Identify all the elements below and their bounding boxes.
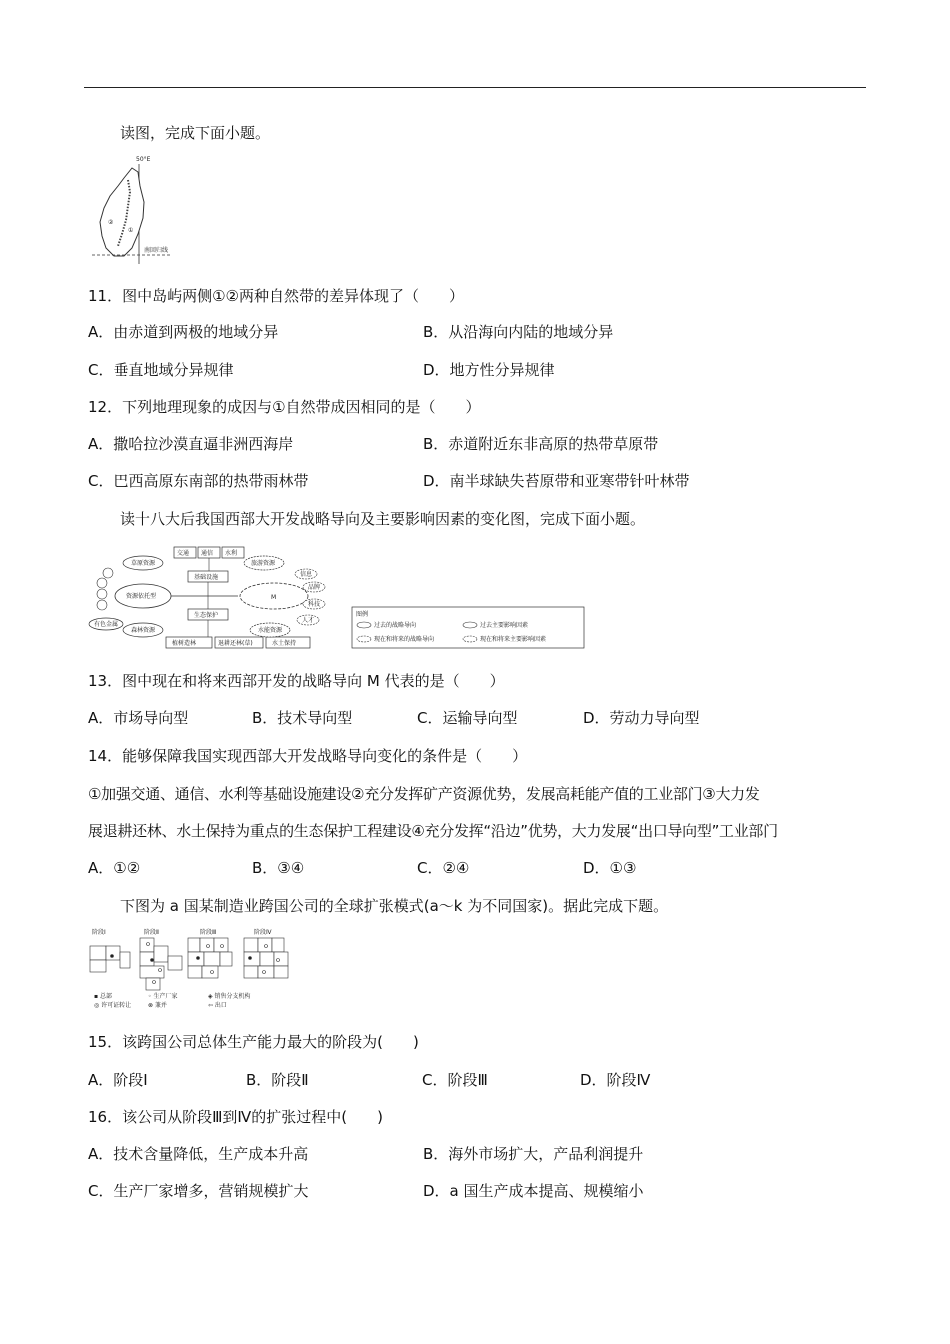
q15-stem: 15．该跨国公司总体生产能力最大的阶段为( ) [88, 1033, 419, 1051]
box-water: 水利 [225, 550, 238, 557]
q14-option-a: A．①② [88, 859, 141, 877]
tourism-resource: 旅游资源 [251, 560, 276, 567]
q16-stem: 16．该公司从阶段Ⅲ到Ⅳ的扩张过程中( ) [88, 1108, 383, 1126]
header-rule [84, 87, 866, 88]
intro-text-3: 下图为 a 国某制造业跨国公司的全球扩张模式(a～k 为不同国家)。据此完成下题。 [120, 897, 669, 915]
q16-option-c: C．生产厂家增多，营销规模扩大 [88, 1182, 309, 1200]
longitude-label: 50°E [136, 156, 151, 163]
q14-statements-line-1: ①加强交通、通信、水利等基础设施建设②充分发挥矿产资源优势，发展高耗能产值的工业部门③大力发 [88, 785, 760, 803]
q16-option-b: B．海外市场扩大，产品利润提升 [423, 1145, 644, 1163]
icon-coal [97, 578, 107, 588]
legend-factory: ◦ 生产厂家 [148, 993, 178, 1000]
stage-4-map [244, 938, 288, 978]
nonferrous-metals: 有色金属 [94, 621, 119, 628]
zone-1-mark: ① [128, 227, 134, 234]
box-transport: 交通 [177, 550, 190, 557]
stage-1-label: 阶段Ⅰ [92, 929, 106, 936]
legend-merger: ⊗ 兼并 [148, 1002, 167, 1008]
q16-option-d: D．a 国生产成本提高、规模缩小 [423, 1182, 644, 1200]
q13-option-b: B．技术导向型 [252, 709, 353, 727]
box-soil-conservation: 水土保持 [272, 640, 297, 647]
q12-option-d: D．南半球缺失苔原带和亚寒带针叶林带 [423, 472, 690, 490]
strategy-diagram [88, 545, 588, 653]
island-map-figure [92, 152, 172, 267]
forest-resource: 森林资源 [131, 627, 156, 634]
factor-brand: 品牌 [308, 584, 321, 591]
q12-stem: 12．下列地理现象的成因与①自然带成因相同的是（ ） [88, 398, 481, 416]
legend-title: 图例 [356, 611, 369, 618]
q15-option-a: A．阶段Ⅰ [88, 1071, 148, 1089]
q13-option-a: A．市场导向型 [88, 709, 189, 727]
island-outline [100, 168, 144, 256]
q12-option-b: B．赤道附近东非高原的热带草原带 [423, 435, 659, 453]
q15-option-b: B．阶段Ⅱ [246, 1071, 309, 1089]
strategy-m: M [271, 594, 277, 601]
legend-export: ⇦ 出口 [208, 1002, 227, 1008]
stage-4-label: 阶段Ⅳ [254, 929, 272, 936]
intro-text-1: 读图，完成下面小题。 [120, 124, 271, 142]
tropic-label: 南回归线 [144, 247, 169, 254]
q14-stem: 14．能够保障我国实现西部大开发战略导向变化的条件是（ ） [88, 747, 528, 765]
stage-3-label: 阶段Ⅲ [200, 929, 217, 936]
box-afforestation: 植树造林 [172, 640, 197, 647]
legend-license-transfer: ◎ 许可证转让 [94, 1002, 132, 1008]
stage-1-map [90, 946, 130, 972]
stage-2-map [140, 938, 182, 990]
q14-option-c: C．②④ [417, 859, 470, 877]
q15-option-c: C．阶段Ⅲ [422, 1071, 488, 1089]
box-eco-protection: 生态保护 [194, 612, 219, 619]
q11-option-a: A．由赤道到两极的地域分异 [88, 323, 279, 341]
q16-option-a: A．技术含量降低，生产成本升高 [88, 1145, 309, 1163]
icon-mineral [97, 600, 107, 610]
resource-based-strategy: 资源依托型 [126, 593, 157, 600]
q11-stem: 11．图中岛屿两侧①②两种自然带的差异体现了（ ） [88, 287, 464, 305]
q11-option-d: D．地方性分异规律 [423, 361, 555, 379]
q12-option-c: C．巴西高原东南部的热带雨林带 [88, 472, 309, 490]
legend-past-factor: 过去主要影响因素 [480, 622, 529, 629]
grassland-resource: 草原资源 [131, 560, 156, 567]
legend-sales-branch: ◈ 销售分支机构 [208, 993, 251, 1000]
box-grain-to-green: 退耕还林(草) [218, 640, 253, 647]
legend-past-strategy: 过去的战略导向 [374, 622, 417, 629]
factor-technology: 科技 [308, 601, 321, 608]
q13-option-c: C．运输导向型 [417, 709, 518, 727]
stage-3-map [188, 938, 232, 978]
intro-text-2: 读十八大后我国西部大开发战略导向及主要影响因素的变化图，完成下面小题。 [120, 510, 646, 528]
q12-option-a: A．撒哈拉沙漠直逼非洲西海岸 [88, 435, 294, 453]
q11-option-b: B．从沿海向内陆的地域分异 [423, 323, 614, 341]
q11-option-c: C．垂直地域分异规律 [88, 361, 234, 379]
q14-option-d: D．①③ [583, 859, 637, 877]
q13-stem: 13．图中现在和将来西部开发的战略导向 M 代表的是（ ） [88, 672, 505, 690]
q13-option-d: D．劳动力导向型 [583, 709, 700, 727]
box-telecom: 通信 [201, 550, 214, 557]
stage-2-label: 阶段Ⅱ [144, 929, 159, 936]
factor-information: 信息 [300, 571, 313, 578]
factor-talent: 人才 [302, 617, 315, 624]
box-infrastructure: 基础设施 [194, 574, 219, 581]
legend-now-factor: 现在和将来主要影响因素 [480, 636, 547, 643]
expansion-stages-figure [88, 926, 303, 1008]
q15-option-d: D．阶段Ⅳ [580, 1071, 651, 1089]
q14-statements-line-2: 展退耕还林、水土保持为重点的生态保护工程建设④充分发挥“沿边”优势，大力发展“出口导向型”工业部门 [88, 822, 778, 840]
zone-2-mark: ② [108, 219, 114, 226]
legend-now-strategy: 现在和将来的战略导向 [374, 636, 435, 643]
icon-oil [103, 568, 113, 578]
icon-gas [97, 589, 107, 599]
legend-headquarters: ▪ 总部 [94, 993, 112, 1000]
q14-option-b: B．③④ [252, 859, 305, 877]
hydro-resource: 水能资源 [258, 627, 283, 634]
